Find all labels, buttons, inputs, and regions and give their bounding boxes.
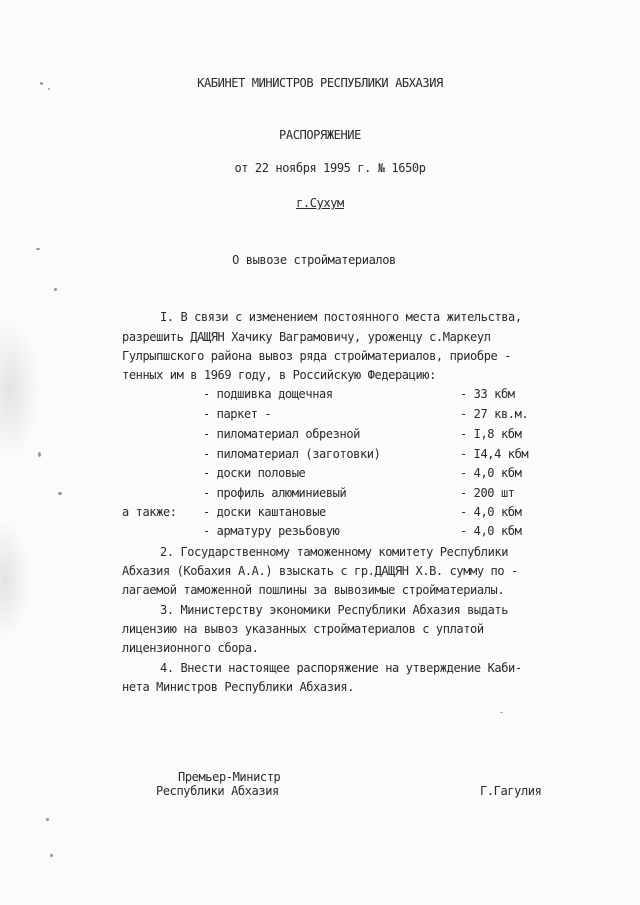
signatory-name: Г.Гагулия	[480, 784, 542, 798]
material-item-label: - подшивка дощечная	[203, 387, 333, 401]
date-number: от 22 ноября 1995 г. № 1650р	[234, 161, 426, 175]
scan-speck	[54, 288, 57, 291]
p1-line: тенных им в 1969 году, в Российскую Федерацию:	[122, 368, 436, 382]
scan-speck	[58, 492, 62, 495]
signatory-title-line1: Премьер-Министр	[178, 770, 281, 784]
material-item-qty: - I,8 кбм	[460, 427, 522, 441]
p2-line: Абхазия (Кобахия А.А.) взыскать с гр.ДАЩЯН Х.В. сумму по -	[122, 564, 518, 578]
material-item-qty: - 27 кв.м.	[460, 407, 529, 421]
scan-speck	[50, 854, 53, 857]
p3-line: лицензионного сбора.	[122, 641, 259, 655]
material-item-label: - пиломатериал (заготовки)	[203, 447, 381, 461]
p2-line: лагаемой таможенной пошлины за вывозимые стройматериалы.	[122, 583, 505, 597]
scan-speck	[38, 452, 41, 457]
p4-line: 4. Внести настоящее распоряжение на утверждение Каби-	[160, 661, 522, 675]
city	[0, 196, 640, 210]
material-item-qty: - 4,0 кбм	[460, 466, 522, 480]
material-item-qty: - 4,0 кбм	[460, 505, 522, 519]
material-item-qty: - 200 шт	[460, 486, 515, 500]
p3-line: лицензию на вывоз указанных стройматериалов с уплатой	[122, 622, 484, 636]
p2-line: 2. Государственному таможенному комитету Республики	[160, 545, 509, 559]
material-item-label: - арматуру резьбовую	[203, 524, 340, 538]
p1-line: разрешить ДАЩЯН Хачику Ваграмовичу, уроженцу с.Маркеул	[122, 330, 491, 344]
signatory-title-line2: Республики Абхазия	[156, 784, 279, 798]
material-item-label: - профиль алюминиевый	[203, 486, 347, 500]
scan-speck	[36, 248, 40, 250]
scan-smudge	[0, 520, 30, 640]
p3-line: 3. Министерству экономики Республики Абхазия выдать	[160, 603, 509, 617]
city-text: г.Сухум	[296, 196, 344, 210]
p1-line: I. В связи с изменением постоянного места жительства,	[160, 310, 522, 324]
material-item-qty: - 4,0 кбм	[460, 524, 522, 538]
scan-smudge	[0, 320, 40, 460]
scan-speck	[500, 712, 503, 713]
material-item-label: - доски половые	[203, 466, 306, 480]
document-type: РАСПОРЯЖЕНИЕ	[279, 128, 361, 142]
material-item-qty: - I4,4 кбм	[460, 447, 529, 461]
scan-speck	[46, 818, 49, 821]
p1-line: Гулрыпшского района вывоз ряда стройматериалов, приобре -	[122, 349, 512, 363]
subject: О вывозе стройматериалов	[232, 253, 396, 267]
p4-line: нета Министров Республики Абхазия.	[122, 680, 355, 694]
material-item-label: - паркет -	[203, 407, 272, 421]
material-item-label: - доски каштановые	[203, 505, 326, 519]
cabinet-title: КАБИНЕТ МИНИСТРОВ РЕСПУБЛИКИ АБХАЗИЯ	[197, 76, 443, 90]
material-item-label: - пиломатериал обрезной	[203, 427, 360, 441]
material-item-qty: - 33 кбм	[460, 387, 515, 401]
also-label: а также:	[122, 505, 177, 519]
